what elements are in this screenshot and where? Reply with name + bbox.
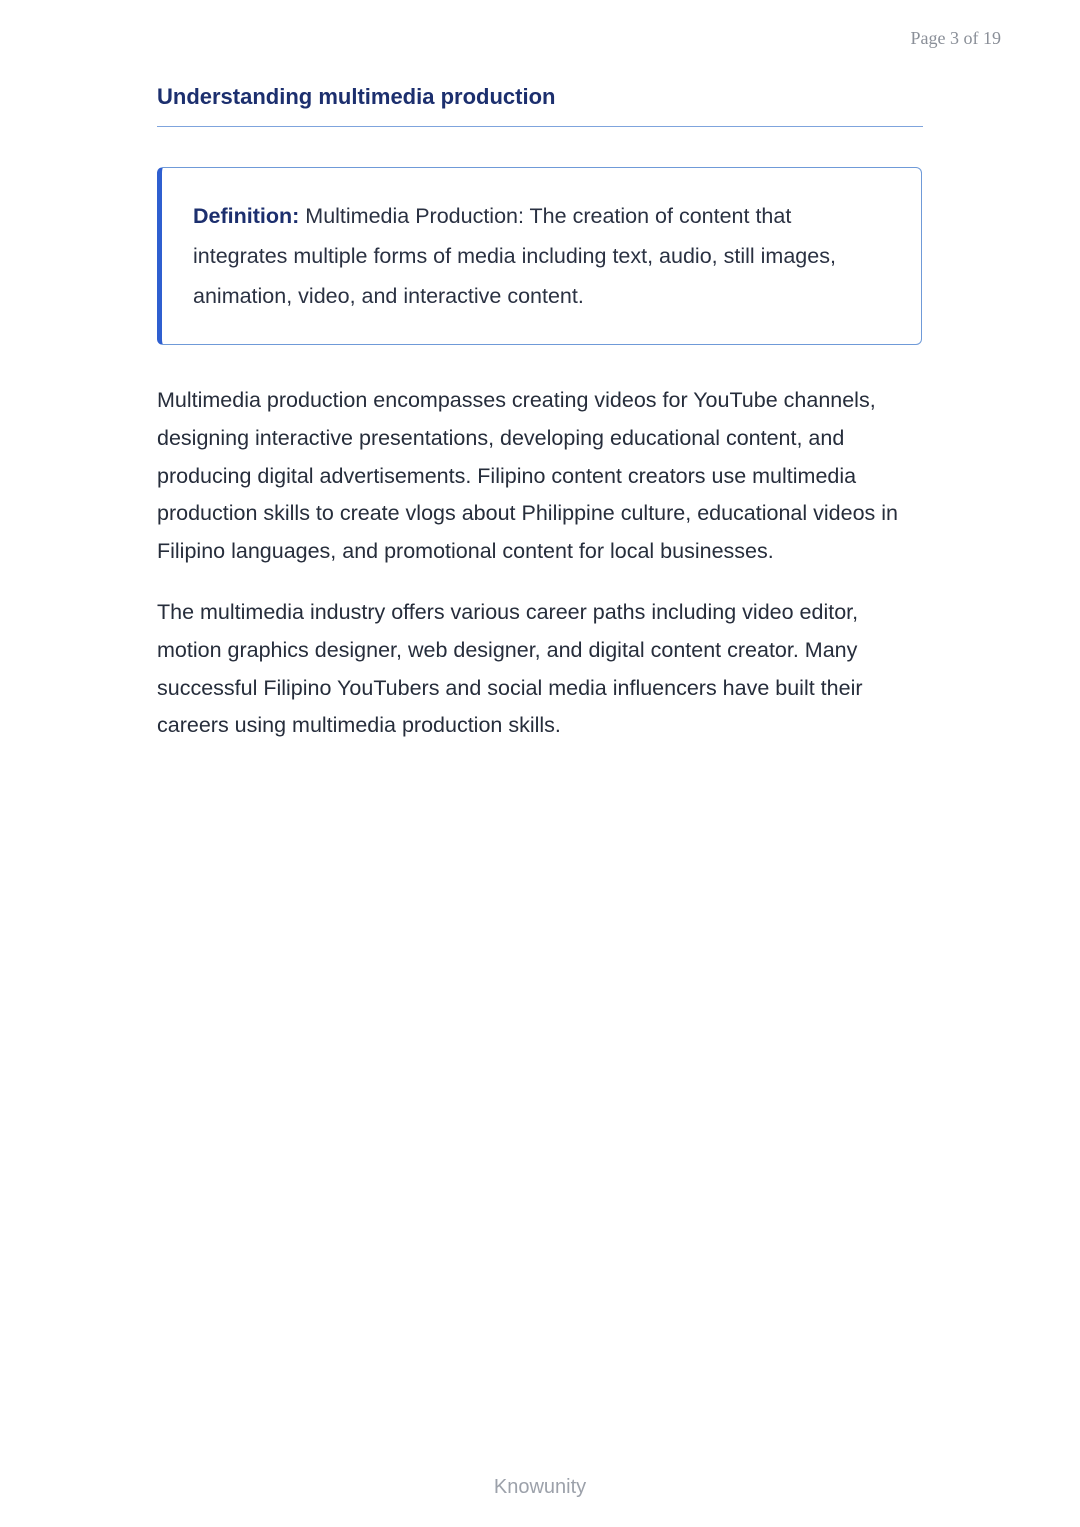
definition-box	[157, 167, 922, 345]
footer-brand: Knowunity	[493, 1476, 587, 1498]
section-title: Understanding multimedia production	[157, 84, 923, 127]
page-number: Page 3 of 19	[910, 28, 1001, 48]
definition-text: Multimedia Production: The creation of content that integrates multiple forms of media including text, audio, still images, animation, video, and interactive content.	[193, 204, 836, 308]
body-paragraph-1: Multimedia production encompasses creating videos for YouTube channels, designing interactive presentations, developing educational content, and producing digital advertisements. Filipino content creators use multimedia production skills to create vlogs about Philippine culture, educational videos in Filipino languages, and promotional content for local businesses.	[157, 388, 898, 564]
definition-label: Definition:	[193, 204, 300, 228]
body-paragraph-2: The multimedia industry offers various career paths including video editor, motion graphics designer, web designer, and digital content creator. Many successful Filipino YouTubers and social media influencers have built their careers using multimedia production skills.	[157, 600, 863, 738]
